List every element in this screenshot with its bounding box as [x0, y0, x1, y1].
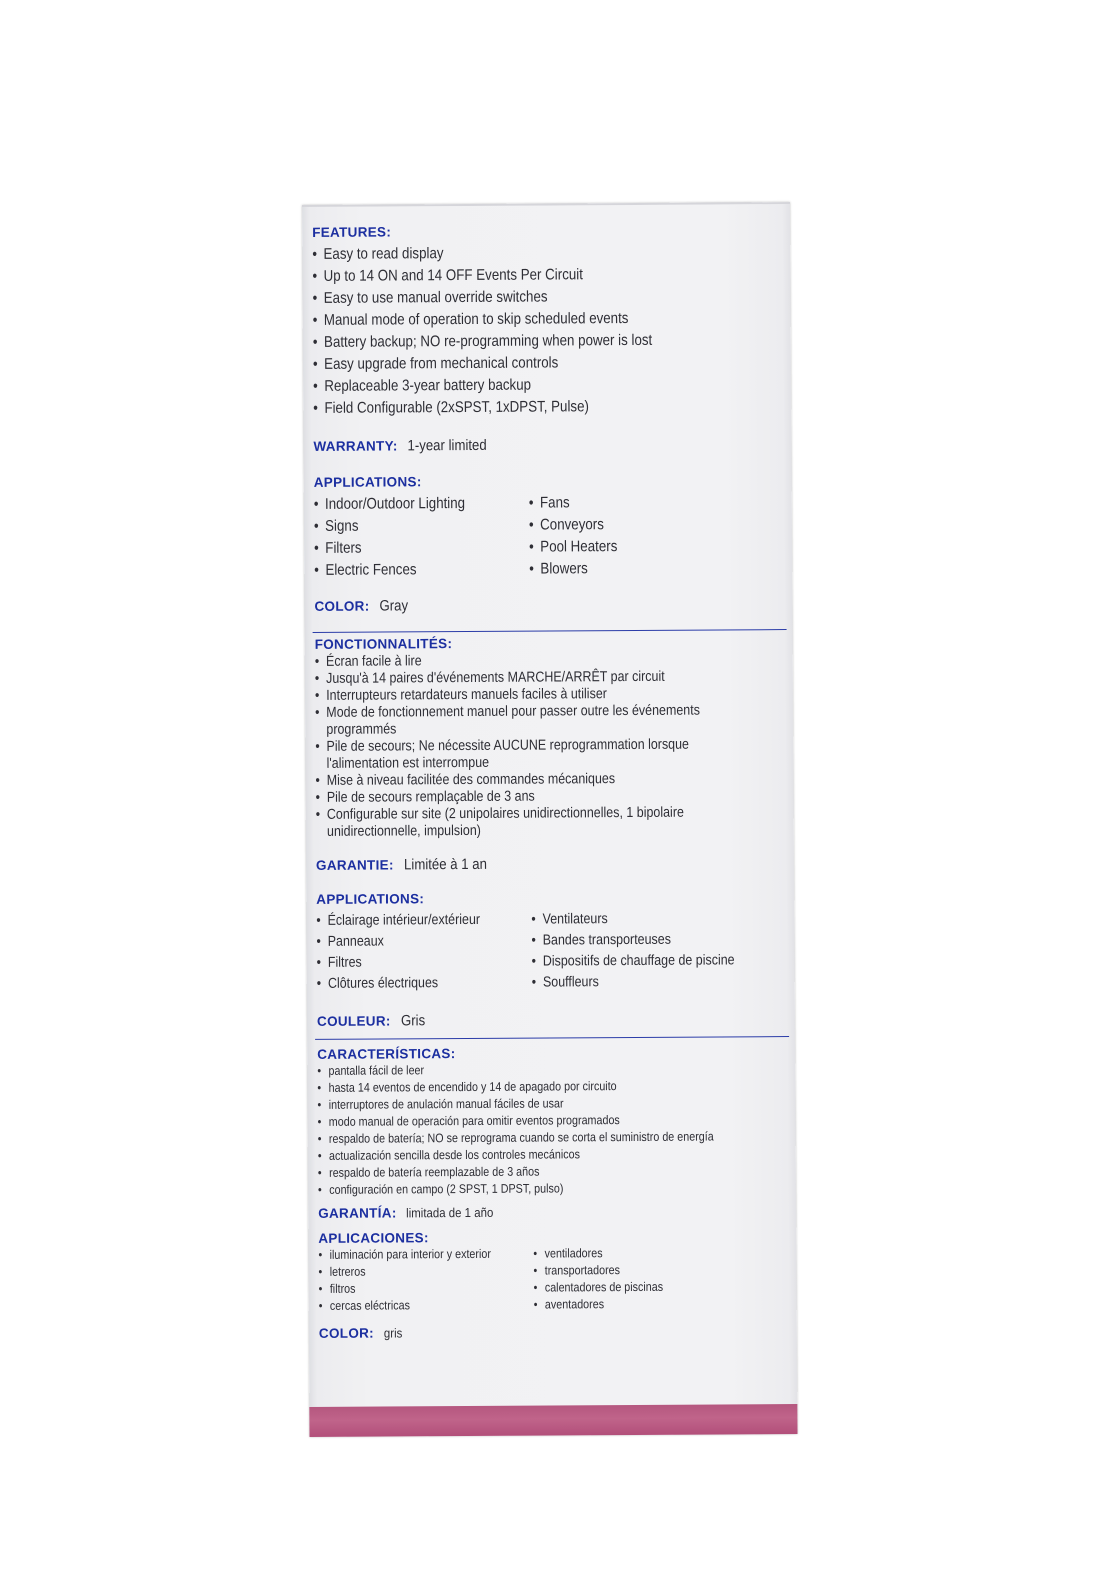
list-item: • Signs: [314, 515, 499, 538]
warranty-value-es: limitada de 1 año: [406, 1204, 494, 1221]
list-item: • Mise à niveau facilitée des commandes mécaniques: [315, 770, 716, 789]
list-item: • aventadores: [534, 1295, 741, 1313]
color-line-fr: [317, 1010, 783, 1030]
list-item: • ventiladores: [533, 1244, 740, 1262]
warranty-label-en: WARRANTY:: [313, 438, 398, 454]
color-line-es: [319, 1322, 785, 1341]
warranty-label-fr: GARANTIE:: [315, 857, 394, 873]
list-item: • Interrupteurs retardateurs manuels faciles à utiliser: [315, 685, 716, 704]
list-item: • Mode de fonctionnement manuel pour passer outre les événements programmés: [315, 702, 739, 739]
applications-heading-es: APLICACIONES:: [318, 1230, 429, 1246]
list-item: • letreros: [318, 1263, 503, 1281]
list-item: • Easy to read display: [312, 241, 713, 265]
list-item: • Jusqu'à 14 paires d'événements MARCHE/ARRÊT par circuit: [315, 668, 716, 687]
list-item: • Clôtures électriques: [317, 973, 502, 995]
applications-columns-fr: [316, 904, 783, 995]
list-item: • Filtres: [317, 952, 502, 974]
list-item: • iluminación para interior y exterior: [318, 1246, 503, 1264]
list-item: • Conveyors: [529, 513, 736, 536]
list-item: • Dispositifs de chauffage de piscine: [532, 950, 739, 972]
list-item: • Blowers: [529, 557, 736, 580]
warranty-line-en: [313, 435, 779, 455]
color-value-en: Gray: [379, 597, 409, 615]
list-item: • Bandes transporteuses: [531, 929, 738, 951]
features-heading-en: FEATURES:: [312, 224, 392, 240]
warranty-value-fr: Limitée à 1 an: [403, 855, 487, 874]
list-item: • Pool Heaters: [529, 535, 736, 558]
list-item: • Easy to use manual override switches: [313, 285, 714, 309]
list-item: • Configurable sur site (2 unipolaires unidirectionnelles, 1 bipolaire unidirectionnelle, impulsion): [316, 804, 740, 841]
list-item: • interruptores de anulación manual fáciles de usar: [317, 1094, 718, 1113]
color-value-es: gris: [383, 1325, 403, 1341]
french-section: [315, 634, 783, 1030]
list-item: • Field Configurable (2xSPST, 1xDPST, Pulse): [313, 395, 714, 419]
list-item: • Battery backup; NO re-programming when power is lost: [313, 329, 714, 353]
list-item: • modo manual de operación para omitir eventos programados: [318, 1111, 719, 1130]
list-item: • Replaceable 3-year battery backup: [313, 373, 714, 397]
list-item: • cercas eléctricas: [319, 1297, 504, 1315]
list-item: • Manual mode of operation to skip scheduled events: [313, 307, 714, 331]
list-item: • Indoor/Outdoor Lighting: [314, 493, 499, 516]
spanish-section: [317, 1044, 785, 1341]
list-item: • respaldo de batería; NO se reprograma cuando se corta el suministro de energía: [318, 1128, 733, 1148]
list-item: • Panneaux: [316, 931, 501, 953]
section-divider: [315, 1036, 789, 1040]
color-label-es: COLOR:: [318, 1325, 374, 1341]
list-item: • respaldo de batería reemplazable de 3 años: [318, 1162, 719, 1181]
applications-list-right-es: [533, 1244, 773, 1313]
list-item: • Ventilateurs: [531, 908, 738, 930]
list-item: • Filters: [314, 537, 499, 560]
list-item: • pantalla fácil de leer: [317, 1060, 718, 1079]
list-item: • actualización sencilla desde los controles mecánicos: [318, 1145, 719, 1164]
list-item: • filtros: [319, 1280, 504, 1298]
product-box-side-panel: [302, 202, 798, 1437]
list-item: • transportadores: [533, 1261, 740, 1279]
applications-heading-en: APPLICATIONS:: [313, 474, 422, 490]
color-value-fr: Gris: [400, 1012, 425, 1030]
english-section: [312, 222, 780, 615]
color-label-en: COLOR:: [314, 598, 370, 614]
features-list-en: [312, 241, 779, 420]
list-item: • calentadores de piscinas: [534, 1278, 741, 1296]
list-item: • Electric Fences: [314, 559, 499, 582]
applications-list-left-es: [318, 1246, 533, 1315]
list-item: • configuración en campo (2 SPST, 1 DPST, pulso): [318, 1179, 719, 1198]
applications-list-right-en: [529, 491, 770, 580]
list-item: • Souffleurs: [532, 971, 739, 993]
features-heading-es: CARACTERÍSTICAS:: [317, 1046, 456, 1062]
list-item: • Éclairage intérieur/extérieur: [316, 910, 501, 932]
warranty-label-es: GARANTÍA:: [318, 1205, 397, 1221]
list-item: • Easy upgrade from mechanical controls: [313, 351, 714, 375]
applications-columns-es: [318, 1243, 784, 1315]
list-item: • Up to 14 ON and 14 OFF Events Per Circuit: [312, 263, 713, 287]
list-item: • hasta 14 eventos de encendido y 14 de apagado por circuito: [317, 1077, 718, 1096]
features-list-fr: [315, 651, 782, 841]
warranty-line-es: [318, 1202, 784, 1221]
features-heading-fr: FONCTIONNALITÉS:: [314, 636, 453, 652]
warranty-value-en: 1-year limited: [407, 436, 487, 455]
color-label-fr: COULEUR:: [316, 1013, 391, 1029]
list-item: • Écran facile à lire: [315, 651, 716, 670]
applications-list-left-en: [314, 493, 530, 582]
warranty-line-fr: [316, 854, 782, 874]
list-item: • Fans: [529, 491, 736, 514]
applications-columns-en: [314, 487, 781, 582]
features-list-es: [317, 1060, 784, 1199]
applications-list-left-fr: [316, 910, 532, 995]
applications-heading-fr: APPLICATIONS:: [316, 891, 425, 907]
section-divider: [313, 629, 787, 633]
color-line-en: [314, 595, 780, 615]
list-item: • Pile de secours; Ne nécessite AUCUNE reprogrammation lorsque l'alimentation est interrompue: [315, 736, 739, 773]
list-item: • Pile de secours remplaçable de 3 ans: [316, 787, 717, 806]
applications-list-right-fr: [531, 908, 772, 993]
box-bottom-band: [309, 1404, 797, 1437]
